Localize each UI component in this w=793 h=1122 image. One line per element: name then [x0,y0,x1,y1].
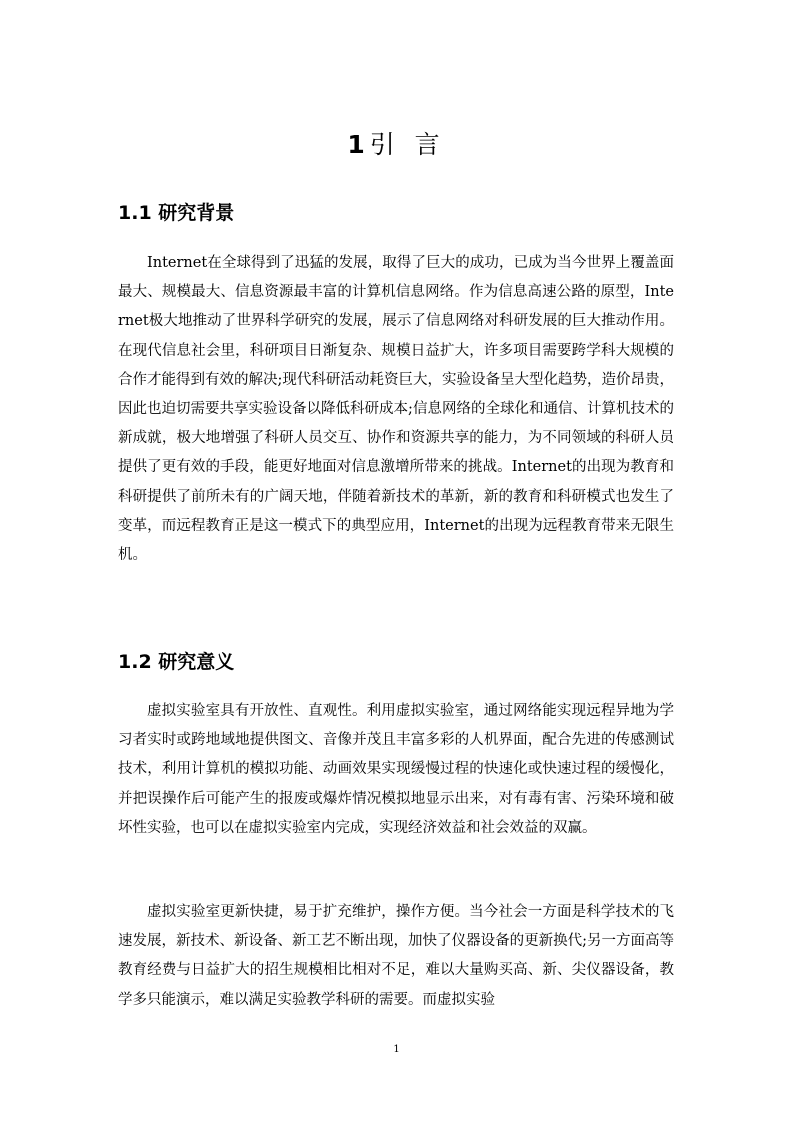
chapter-title-text: 引 言 [369,130,446,159]
section-heading-background: 1.1 研究背景 [118,202,235,224]
page-number: 1 [393,1044,400,1055]
chapter-title [0,127,793,163]
paragraph-significance-1: 虚拟实验室具有开放性、直观性。利用虚拟实验室，通过网络能实现远程异地为学习者实时或跨地域地提供图文、音像并茂且丰富多彩的人机界面，配合先进的传感测试技术，利用计算机的模拟功能、动画效果实现缓慢过程的快速化或快速过程的缓慢化，并把误操作后可能产生的报废或爆炸情况模拟地显示出来，对有毒有害、污染环境和破坏性实验，也可以在虚拟实验室内完成，实现经济效益和社会效益的双赢。 [118,703,674,836]
paragraph-significance-2: 虚拟实验室更新快捷，易于扩充维护，操作方便。当今社会一方面是科学技术的飞速发展，新技术、新设备、新工艺不断出现，加快了仪器设备的更新换代;另一方面高等教育经费与日益扩大的招生规模相比相对不足，难以大量购买高、新、尖仪器设备，教学多只能演示，难以满足实验教学科研的需要。而虚拟实验 [118,904,674,1008]
paragraph-background-1: Internet在全球得到了迅猛的发展，取得了巨大的成功，已成为当今世界上覆盖面最大、规模最大、信息资源最丰富的计算机信息网络。作为信息高速公路的原型，Internet极大地推动了世界科学研究的发展，展示了信息网络对科研发展的巨大推动作用。在现代信息社会里，科研项目日渐复杂、规模日益扩大，许多项目需要跨学科大规模的合作才能得到有效的解决;现代科研活动耗资巨大，实验设备呈大型化趋势，造价昂贵，因此也迫切需要共享实验设备以降低科研成本;信息网络的全球化和通信、计算机技术的新成就，极大地增强了科研人员交互、协作和资源共享的能力，为不同领域的科研人员提供了更有效的手段，能更好地面对信息激增所带来的挑战。Internet的出现为教育和科研提供了前所未有的广阔天地，伴随着新技术的革新，新的教育和科研模式也发生了变革，而远程教育正是这一模式下的典型应用，Internet的出现为远程教育带来无限生机。 [118,255,674,564]
section-heading-significance: 1.2 研究意义 [118,651,235,673]
chapter-number: 1 [347,130,366,159]
